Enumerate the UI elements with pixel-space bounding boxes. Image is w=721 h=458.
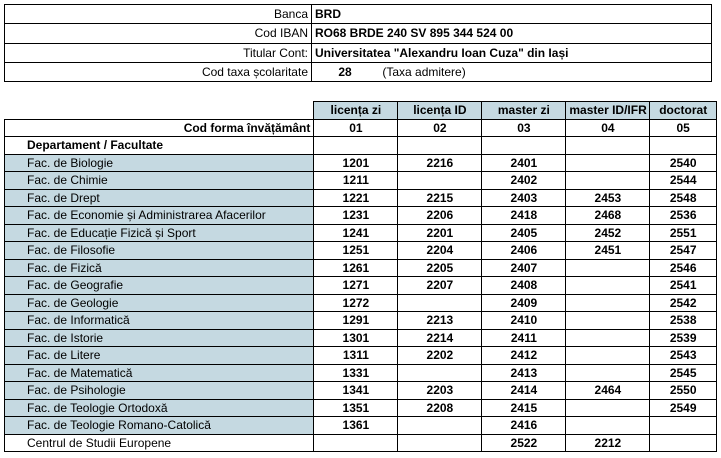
faculty-code: 1211 [314,172,398,190]
table-row [5,417,717,435]
faculty-code: 2541 [650,277,717,295]
faculty-code [566,399,650,417]
empty-cell [650,137,717,155]
faculty-code: 1361 [314,417,398,435]
faculty-code: 2543 [650,347,717,365]
faculty-code [398,172,482,190]
faculty-name: Fac. de Drept [5,189,314,207]
faculty-name: Fac. de Geologie [5,294,314,312]
faculty-code: 1311 [314,347,398,365]
faculty-code: 2207 [398,277,482,295]
faculty-code: 2548 [650,189,717,207]
faculty-code [566,277,650,295]
iban-row [5,24,712,43]
empty-cell [398,137,482,155]
faculty-code: 2403 [482,189,566,207]
faculty-code [566,172,650,190]
faculty-code: 2203 [398,382,482,400]
faculty-code: 1291 [314,312,398,330]
column-header: licența zi [314,102,398,120]
faculty-code: 2413 [482,364,566,382]
faculty-code: 2545 [650,364,717,382]
table-row [5,154,717,172]
faculty-name: Fac. de Teologie Ortodoxă [5,399,314,417]
faculty-code: 2411 [482,329,566,347]
table-row [5,382,717,400]
faculty-code: 1231 [314,207,398,225]
table-row [5,277,717,295]
faculty-code: 2212 [566,434,650,452]
iban-label: Cod IBAN [5,24,312,43]
iban-value: RO68 BRDE 240 SV 895 344 524 00 [312,24,712,43]
faculty-code: 2202 [398,347,482,365]
faculty-code: 1241 [314,224,398,242]
faculty-code [566,294,650,312]
faculty-code: 2451 [566,242,650,260]
faculty-code: 2215 [398,189,482,207]
table-row [5,399,717,417]
faculty-code: 2453 [566,189,650,207]
faculty-code [566,364,650,382]
faculty-code: 2540 [650,154,717,172]
faculty-code: 2551 [650,224,717,242]
faculty-name: Fac. de Educație Fizică și Sport [5,224,314,242]
faculty-code: 2410 [482,312,566,330]
faculty-codes-table [4,101,717,452]
column-header: master zi [482,102,566,120]
faculty-code [566,312,650,330]
column-header: master ID/IFR [566,102,650,120]
faculty-code: 2522 [482,434,566,452]
form-code: 04 [566,119,650,137]
faculty-code: 2414 [482,382,566,400]
faculty-code: 2405 [482,224,566,242]
section-label: Departament / Facultate [5,137,314,155]
faculty-code [398,434,482,452]
holder-row [5,43,712,62]
table-row [5,294,717,312]
form-code: 03 [482,119,566,137]
faculty-code: 1351 [314,399,398,417]
faculty-name: Fac. de Psihologie [5,382,314,400]
fee-cell [312,62,712,81]
table-row [5,347,717,365]
table-row [5,242,717,260]
faculty-code: 2216 [398,154,482,172]
fee-row [5,62,712,81]
table-row [5,172,717,190]
faculty-name: Fac. de Filosofie [5,242,314,260]
faculty-code: 2536 [650,207,717,225]
faculty-code: 2407 [482,259,566,277]
faculty-code: 2201 [398,224,482,242]
faculty-code: 2464 [566,382,650,400]
faculty-name: Fac. de Teologie Romano-Catolică [5,417,314,435]
faculty-code: 2205 [398,259,482,277]
table-row [5,259,717,277]
table-row [5,207,717,225]
faculty-code: 1251 [314,242,398,260]
column-header: doctorat [650,102,717,120]
faculty-code: 2538 [650,312,717,330]
bank-label: Banca [5,5,312,24]
table-row [5,364,717,382]
bank-row [5,5,712,24]
faculty-name: Fac. de Geografie [5,277,314,295]
faculty-name: Fac. de Matematică [5,364,314,382]
faculty-code: 2468 [566,207,650,225]
table-row [5,224,717,242]
faculty-code: 1221 [314,189,398,207]
faculty-code: 2409 [482,294,566,312]
faculty-code: 1272 [314,294,398,312]
faculty-code: 2406 [482,242,566,260]
fee-label: Cod taxa școlaritate [5,62,312,81]
faculty-code [398,294,482,312]
faculty-code: 2547 [650,242,717,260]
faculty-code: 2208 [398,399,482,417]
empty-cell [482,137,566,155]
header-corner [5,102,314,120]
faculty-code [650,434,717,452]
faculty-code: 2546 [650,259,717,277]
faculty-code [314,434,398,452]
table-row [5,329,717,347]
section-row [5,137,717,155]
table-row [5,312,717,330]
faculty-code [398,364,482,382]
holder-value: Universitatea "Alexandru Ioan Cuza" din Iași [312,43,712,62]
empty-cell [314,137,398,155]
column-header: licența ID [398,102,482,120]
column-header-row [5,102,717,120]
faculty-code [566,347,650,365]
faculty-name: Fac. de Biologie [5,154,314,172]
faculty-code [650,417,717,435]
faculty-code [566,417,650,435]
faculty-code: 2544 [650,172,717,190]
faculty-code: 2452 [566,224,650,242]
form-code-row [5,119,717,137]
faculty-code: 2542 [650,294,717,312]
form-code: 02 [398,119,482,137]
faculty-codes-body [5,102,717,452]
faculty-code: 2416 [482,417,566,435]
faculty-name: Fac. de Litere [5,347,314,365]
faculty-code: 1341 [314,382,398,400]
faculty-name: Fac. de Chimie [5,172,314,190]
fee-code: 28 [338,64,352,79]
faculty-code [398,417,482,435]
faculty-code [566,154,650,172]
faculty-name: Fac. de Fizică [5,259,314,277]
faculty-code [566,329,650,347]
fee-note: (Taxa admitere) [382,64,466,79]
faculty-code: 2418 [482,207,566,225]
table-row [5,189,717,207]
faculty-code: 2412 [482,347,566,365]
faculty-code: 2550 [650,382,717,400]
faculty-name: Fac. de Informatică [5,312,314,330]
holder-label: Titular Cont: [5,43,312,62]
faculty-code: 2549 [650,399,717,417]
faculty-code: 2206 [398,207,482,225]
form-code: 01 [314,119,398,137]
faculty-name: Fac. de Economie și Administrarea Afacerilor [5,207,314,225]
faculty-code: 2204 [398,242,482,260]
faculty-code: 2213 [398,312,482,330]
faculty-code: 1261 [314,259,398,277]
bank-value: BRD [312,5,712,24]
faculty-code: 2539 [650,329,717,347]
faculty-name: Centrul de Studii Europene [5,434,314,452]
faculty-code: 2214 [398,329,482,347]
faculty-name: Fac. de Istorie [5,329,314,347]
faculty-code: 1201 [314,154,398,172]
faculty-code: 2401 [482,154,566,172]
faculty-code: 2402 [482,172,566,190]
bank-info-table [4,4,712,82]
faculty-code: 2415 [482,399,566,417]
empty-cell [566,137,650,155]
form-code-label: Cod forma învățământ [5,119,314,137]
form-code: 05 [650,119,717,137]
faculty-code: 1271 [314,277,398,295]
faculty-code [566,259,650,277]
faculty-code: 1331 [314,364,398,382]
table-row [5,434,717,452]
faculty-code: 1301 [314,329,398,347]
faculty-code: 2408 [482,277,566,295]
